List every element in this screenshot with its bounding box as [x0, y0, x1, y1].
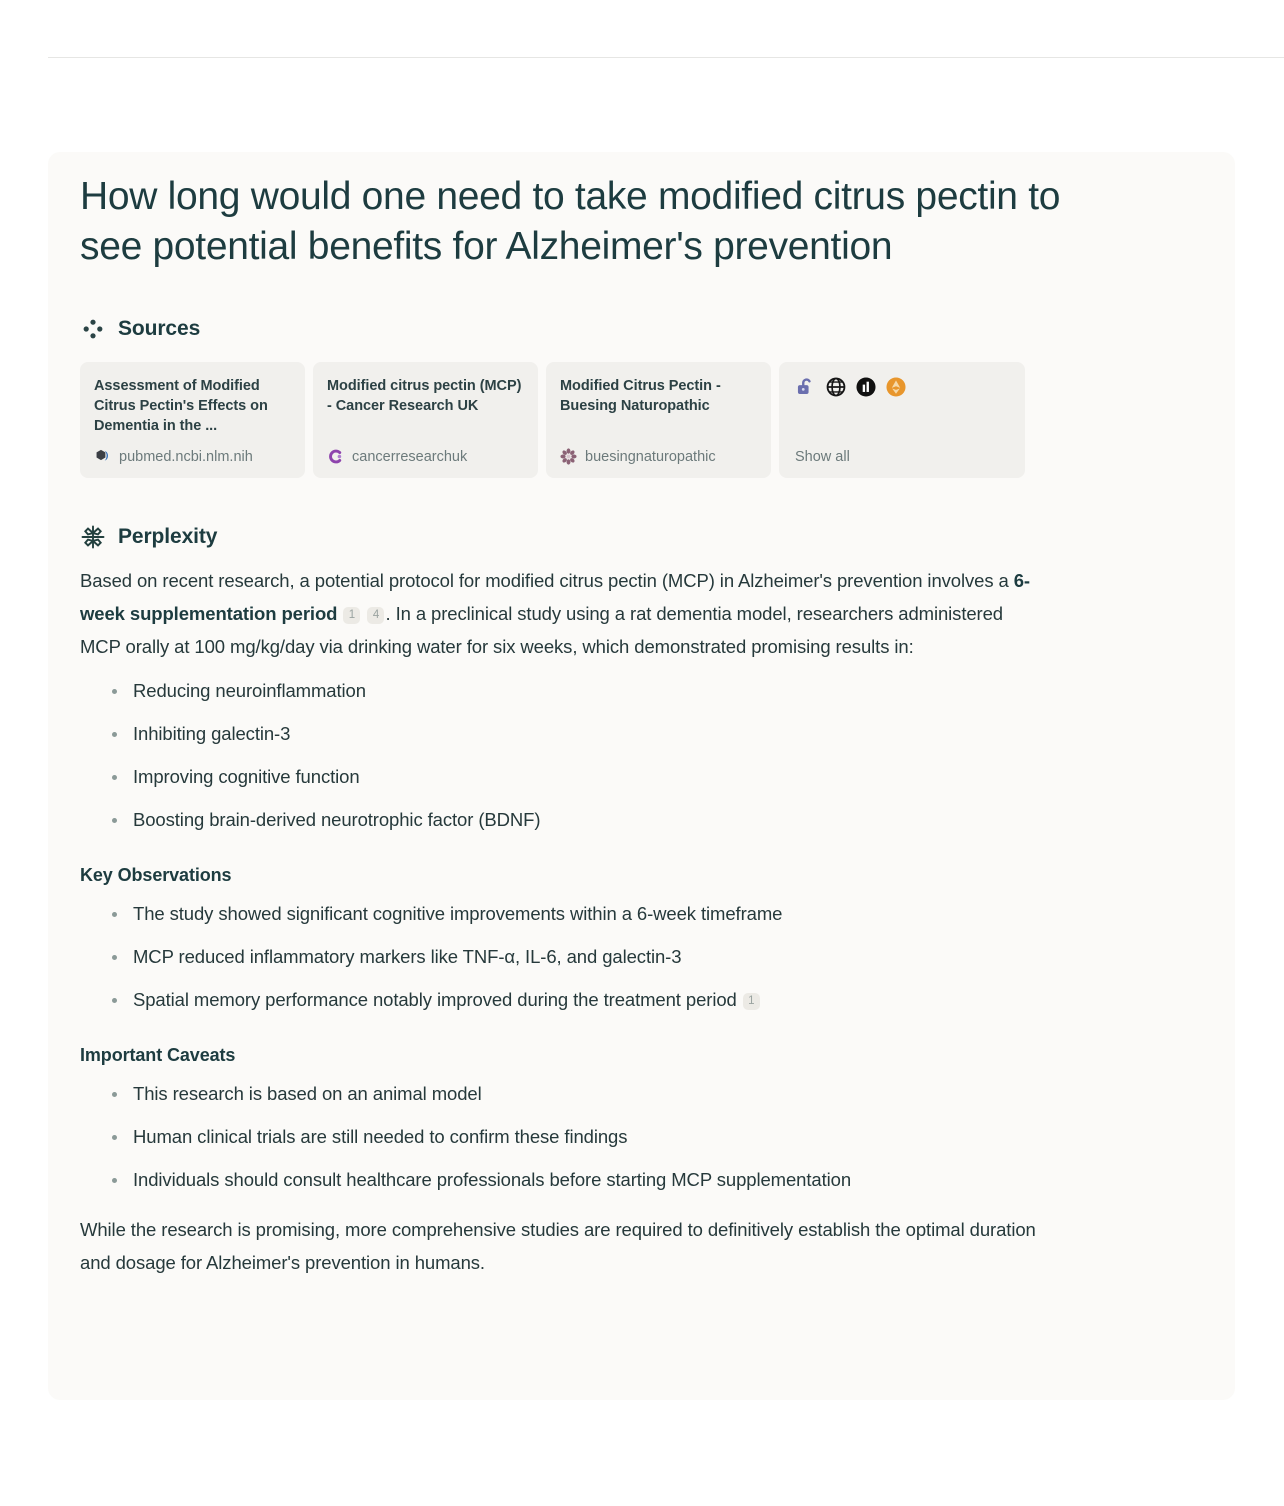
- source-meta: [94, 448, 291, 465]
- source-meta: [560, 448, 757, 465]
- key-observations-heading: Key Observations: [80, 865, 232, 885]
- intro-bold-phrase: 6-week supplementation period: [80, 570, 1030, 624]
- list-item: Individuals should consult healthcare professionals before starting MCP supplementation: [80, 1165, 900, 1195]
- list-item: Inhibiting galectin-3: [80, 719, 1070, 749]
- four-dots-icon: [80, 316, 106, 342]
- show-all-sources-card[interactable]: [779, 362, 1025, 478]
- sources-header: [80, 316, 1203, 342]
- source-domain: cancerresearchuk: [352, 448, 468, 465]
- show-all-label: Show all: [795, 449, 850, 465]
- citation-chip[interactable]: 1: [743, 993, 760, 1010]
- intro-text-part2: . In a preclinical study using a rat dementia model, researchers administered MCP orally at 100 mg/kg/day via drinking water for six weeks, which demonstrated promising results in:: [80, 603, 1003, 657]
- list-item: MCP reduced inflammatory markers like TNF-α, IL-6, and galectin-3: [80, 942, 1070, 972]
- intro-text-part1: Based on recent research, a potential protocol for modified citrus pectin (MCP) in Alzheimer's prevention involves a: [80, 570, 1014, 591]
- key-observations-list: [80, 899, 1203, 1015]
- source-domain: pubmed.ncbi.nlm.nih: [119, 448, 253, 465]
- answer-intro-paragraph: [80, 564, 1040, 663]
- answer-heading: Perplexity: [118, 525, 218, 548]
- pubmed-hexagon-icon: [94, 448, 111, 465]
- list-item: Improving cognitive function: [80, 762, 1070, 792]
- source-title: Modified Citrus Pectin - Buesing Naturopathic: [560, 378, 721, 414]
- answer-body: [80, 564, 1203, 1279]
- bar-chart-circle-icon: [855, 376, 877, 398]
- source-title: Assessment of Modified Citrus Pectin's Effects on Dementia in the ...: [94, 378, 268, 434]
- page-title: How long would one need to take modified citrus pectin to see potential benefits for Alzheimer's prevention: [80, 175, 1061, 268]
- list-item: [80, 985, 1070, 1015]
- benefits-list: [80, 676, 1203, 835]
- list-item: The study showed significant cognitive improvements within a 6-week timeframe: [80, 899, 1070, 929]
- answer-panel: [48, 152, 1235, 1400]
- list-item: Human clinical trials are still needed to confirm these findings: [80, 1122, 1070, 1152]
- show-all-favicons: [795, 376, 1011, 398]
- source-domain: buesingnaturopathic: [585, 448, 716, 465]
- cancer-research-uk-c-icon: [327, 448, 344, 465]
- source-card[interactable]: [80, 362, 305, 478]
- citation-chip[interactable]: 1: [343, 607, 360, 624]
- list-item: Reducing neuroinflammation: [80, 676, 1070, 706]
- orange-circle-icon: [885, 376, 907, 398]
- sources-heading: Sources: [118, 317, 201, 340]
- open-lock-icon: [795, 376, 817, 398]
- perplexity-logo-icon: [80, 524, 106, 550]
- list-item-text: Spatial memory performance notably improved during the treatment period: [133, 989, 737, 1010]
- flower-icon: [560, 448, 577, 465]
- source-card[interactable]: [313, 362, 538, 478]
- globe-icon: [825, 376, 847, 398]
- list-item: Boosting brain-derived neurotrophic factor (BDNF): [80, 805, 1070, 835]
- important-caveats-heading: Important Caveats: [80, 1045, 236, 1065]
- top-divider: [48, 57, 1284, 58]
- sources-row: [80, 362, 1203, 478]
- closing-paragraph: While the research is promising, more comprehensive studies are required to definitively establish the optimal duration and dosage for Alzheimer's prevention in humans.: [80, 1219, 1036, 1273]
- important-caveats-list: [80, 1079, 1203, 1195]
- list-item: This research is based on an animal model: [80, 1079, 1070, 1109]
- answer-header: [80, 524, 1203, 550]
- source-card[interactable]: [546, 362, 771, 478]
- citation-chip[interactable]: 4: [367, 607, 384, 624]
- source-title: Modified citrus pectin (MCP) - Cancer Research UK: [327, 378, 522, 414]
- source-meta: [327, 448, 524, 465]
